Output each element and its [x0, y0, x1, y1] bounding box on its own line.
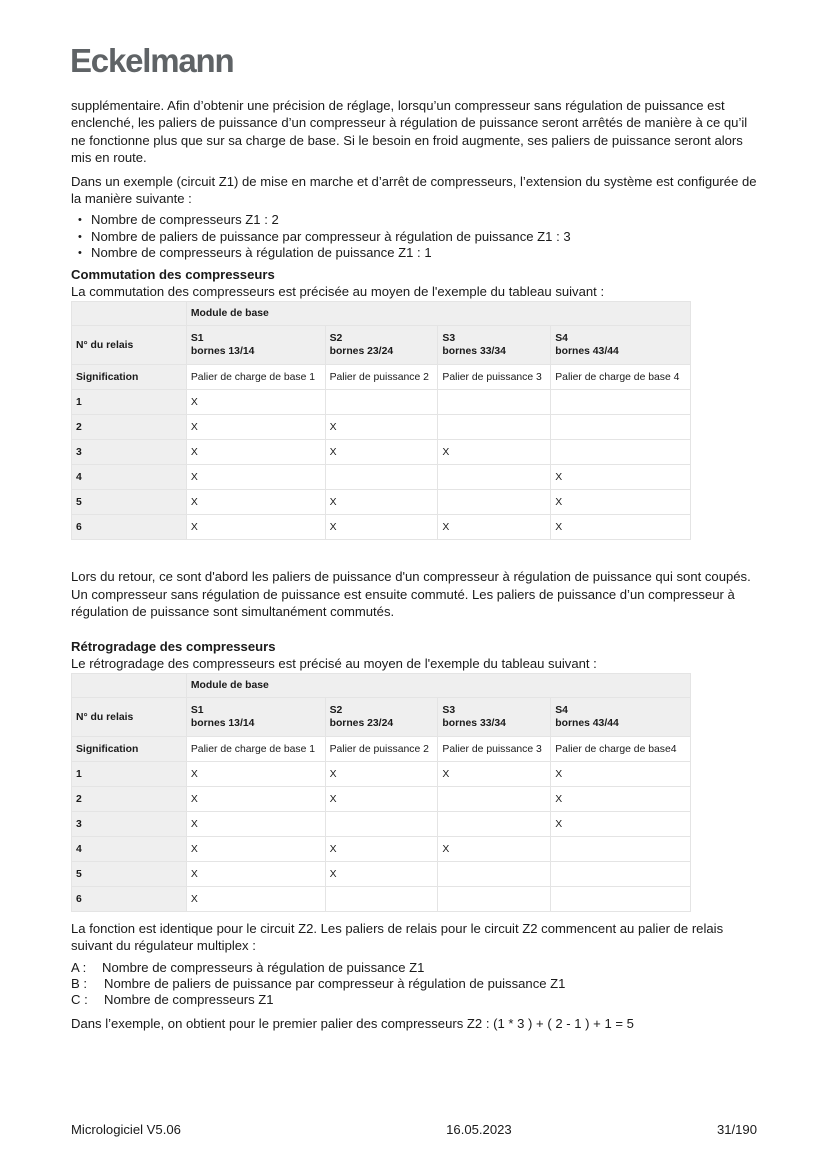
paragraph-example-config: Dans un exemple (circuit Z1) de mise en marche et d’arrêt de compresseurs, l’extension du système est configurée de la manière suivante :: [71, 173, 757, 207]
section-intro-retrogradage: Le rétrogradage des compresseurs est précisé au moyen de l'exemple du tableau suivant :: [71, 655, 597, 671]
table-cell: X: [438, 440, 551, 465]
step-number: 4: [72, 465, 187, 490]
table-cell: [438, 812, 551, 837]
footer-page-number: 31/190: [716, 1122, 757, 1137]
step-number: 6: [72, 515, 187, 540]
relay-number-header: N° du relais: [72, 326, 187, 365]
meaning-cell: Palier de charge de base 4: [551, 365, 691, 390]
paragraph-intro: supplémentaire. Afin d’obtenir une précision de réglage, lorsqu’un compresseur sans régulation de puissance est enclenché, les paliers de puissance d’un compresseur à régulation de puissance seront arrêtés de manière à ce qu’il ne fonctionne plus que sur sa charge de base. Si le besoin en froid augmente, ses paliers de puissance seront alors mis en route.: [71, 98, 748, 166]
table-cell: [551, 837, 691, 862]
retrogradage-table: [71, 673, 691, 912]
column-header-s3: S3 bornes 33/34: [438, 326, 551, 365]
table-cell: X: [186, 887, 325, 912]
table-row: [72, 415, 691, 440]
table-cell: X: [186, 440, 325, 465]
table-cell: X: [186, 812, 325, 837]
table-cell: [551, 862, 691, 887]
table-row: [72, 490, 691, 515]
definition-item: [71, 976, 761, 992]
table-cell: [438, 887, 551, 912]
paragraph-return: Lors du retour, ce sont d'abord les paliers de puissance d'un compresseur à régulation de puissance qui sont coupés. Un compresseur sans régulation de puissance est ensuite commuté. Les paliers de puissance d’un compresseur à régulation de puissance sont simultanément commutés.: [71, 569, 751, 620]
definition-key: C :: [71, 992, 88, 1008]
definition-list: [71, 960, 761, 1009]
table-row: [72, 440, 691, 465]
table-row: [72, 887, 691, 912]
table-cell: X: [325, 415, 438, 440]
bullet-item: • Nombre de compresseurs à régulation de puissance Z1 : 1: [78, 245, 761, 261]
meaning-cell: Palier de puissance 2: [325, 737, 438, 762]
step-number: 3: [72, 440, 187, 465]
step-number: 2: [72, 415, 187, 440]
column-header-s3: S3 bornes 33/34: [438, 698, 551, 737]
table-cell: X: [186, 837, 325, 862]
page-content: [71, 97, 761, 1038]
table-cell: X: [438, 762, 551, 787]
paragraph-result: Dans l’exemple, on obtient pour le premier palier des compresseurs Z2 : (1 * 3 ) + ( 2 - 1 ) + 1 = 5: [71, 1015, 634, 1031]
table-cell: X: [551, 812, 691, 837]
table-cell: X: [186, 390, 325, 415]
table-cell: [325, 812, 438, 837]
table-row: [72, 837, 691, 862]
table-cell: [551, 415, 691, 440]
page-footer: [71, 1122, 757, 1137]
table-row: [72, 812, 691, 837]
table-row: [72, 390, 691, 415]
table-row: [72, 787, 691, 812]
section-intro-commutation: La commutation des compresseurs est précisée au moyen de l'exemple du tableau suivant :: [71, 284, 605, 300]
definition-text: Nombre de paliers de puissance par compresseur à régulation de puissance Z1: [104, 976, 566, 992]
table-cell: [438, 390, 551, 415]
table-cell: X: [186, 490, 325, 515]
step-number: 5: [72, 862, 187, 887]
table-cell: X: [551, 465, 691, 490]
column-header-s2: S2 bornes 23/24: [325, 698, 438, 737]
column-header-s2: S2 bornes 23/24: [325, 326, 438, 365]
table-cell: [438, 415, 551, 440]
section-heading-commutation: Commutation des compresseurs: [71, 267, 275, 283]
module-header: Module de base: [186, 302, 690, 326]
step-number: 1: [72, 762, 187, 787]
table-cell: X: [186, 415, 325, 440]
table-cell: [438, 490, 551, 515]
definition-text: Nombre de compresseurs Z1: [104, 992, 274, 1008]
definition-key: A :: [71, 959, 87, 975]
step-number: 3: [72, 812, 187, 837]
definition-text: Nombre de compresseurs à régulation de puissance Z1: [102, 959, 425, 975]
definition-item: [71, 992, 761, 1008]
table-cell: [551, 440, 691, 465]
meaning-cell: Palier de charge de base 1: [186, 737, 325, 762]
table-cell: X: [551, 787, 691, 812]
step-number: 2: [72, 787, 187, 812]
eckelmann-logo: Eckelmann: [70, 42, 234, 79]
table-row: [72, 862, 691, 887]
table-cell: X: [325, 490, 438, 515]
table-cell: X: [551, 490, 691, 515]
column-header-s1: S1 bornes 13/14: [186, 326, 325, 365]
table-cell: X: [325, 762, 438, 787]
table-cell: [551, 887, 691, 912]
table-cell: X: [186, 465, 325, 490]
definition-key: B :: [71, 976, 88, 992]
meaning-cell: Palier de charge de base 1: [186, 365, 325, 390]
bullet-item: • Nombre de paliers de puissance par compresseur à régulation de puissance Z1 : 3: [78, 229, 761, 245]
table-cell: [438, 465, 551, 490]
meaning-cell: Palier de puissance 3: [438, 737, 551, 762]
column-header-s1: S1 bornes 13/14: [186, 698, 325, 737]
table-cell: [325, 390, 438, 415]
table-cell: [325, 887, 438, 912]
footer-date: 16.05.2023: [446, 1122, 512, 1137]
step-number: 1: [72, 390, 187, 415]
step-number: 5: [72, 490, 187, 515]
table-cell: X: [325, 440, 438, 465]
meaning-cell: Palier de puissance 2: [325, 365, 438, 390]
table-cell: X: [186, 515, 325, 540]
table-cell: X: [186, 787, 325, 812]
section-heading-retrogradage: Rétrogradage des compresseurs: [71, 638, 276, 654]
table-cell: X: [325, 515, 438, 540]
table-corner-cell: [72, 302, 187, 326]
table-cell: [325, 465, 438, 490]
meaning-row-header: Signification: [72, 365, 187, 390]
paragraph-circuit-z2: La fonction est identique pour le circuit Z2. Les paliers de relais pour le circuit Z2 commencent au palier de relais suivant du régulateur multiplex :: [71, 921, 724, 954]
column-header-s4: S4 bornes 43/44: [551, 326, 691, 365]
table-row: [72, 515, 691, 540]
footer-firmware-version: Micrologiciel V5.06: [71, 1122, 181, 1137]
meaning-cell: Palier de charge de base4: [551, 737, 691, 762]
step-number: 4: [72, 837, 187, 862]
table-cell: [438, 862, 551, 887]
table-corner-cell: [72, 674, 187, 698]
table-cell: [551, 390, 691, 415]
definition-item: [71, 960, 761, 976]
column-header-s4: S4 bornes 43/44: [551, 698, 691, 737]
module-header: Module de base: [186, 674, 690, 698]
meaning-row-header: Signification: [72, 737, 187, 762]
table-row: [72, 465, 691, 490]
table-row: [72, 762, 691, 787]
table-cell: X: [325, 862, 438, 887]
bullet-item: • Nombre de compresseurs Z1 : 2: [78, 212, 761, 228]
table-cell: X: [186, 862, 325, 887]
table-cell: X: [325, 787, 438, 812]
config-bullet-list: [71, 212, 761, 261]
table-cell: [438, 787, 551, 812]
meaning-cell: Palier de puissance 3: [438, 365, 551, 390]
table-cell: X: [325, 837, 438, 862]
table-cell: X: [438, 837, 551, 862]
table-cell: X: [186, 762, 325, 787]
table-cell: X: [551, 515, 691, 540]
table-cell: X: [438, 515, 551, 540]
relay-number-header: N° du relais: [72, 698, 187, 737]
step-number: 6: [72, 887, 187, 912]
table-cell: X: [551, 762, 691, 787]
commutation-table: [71, 301, 691, 540]
